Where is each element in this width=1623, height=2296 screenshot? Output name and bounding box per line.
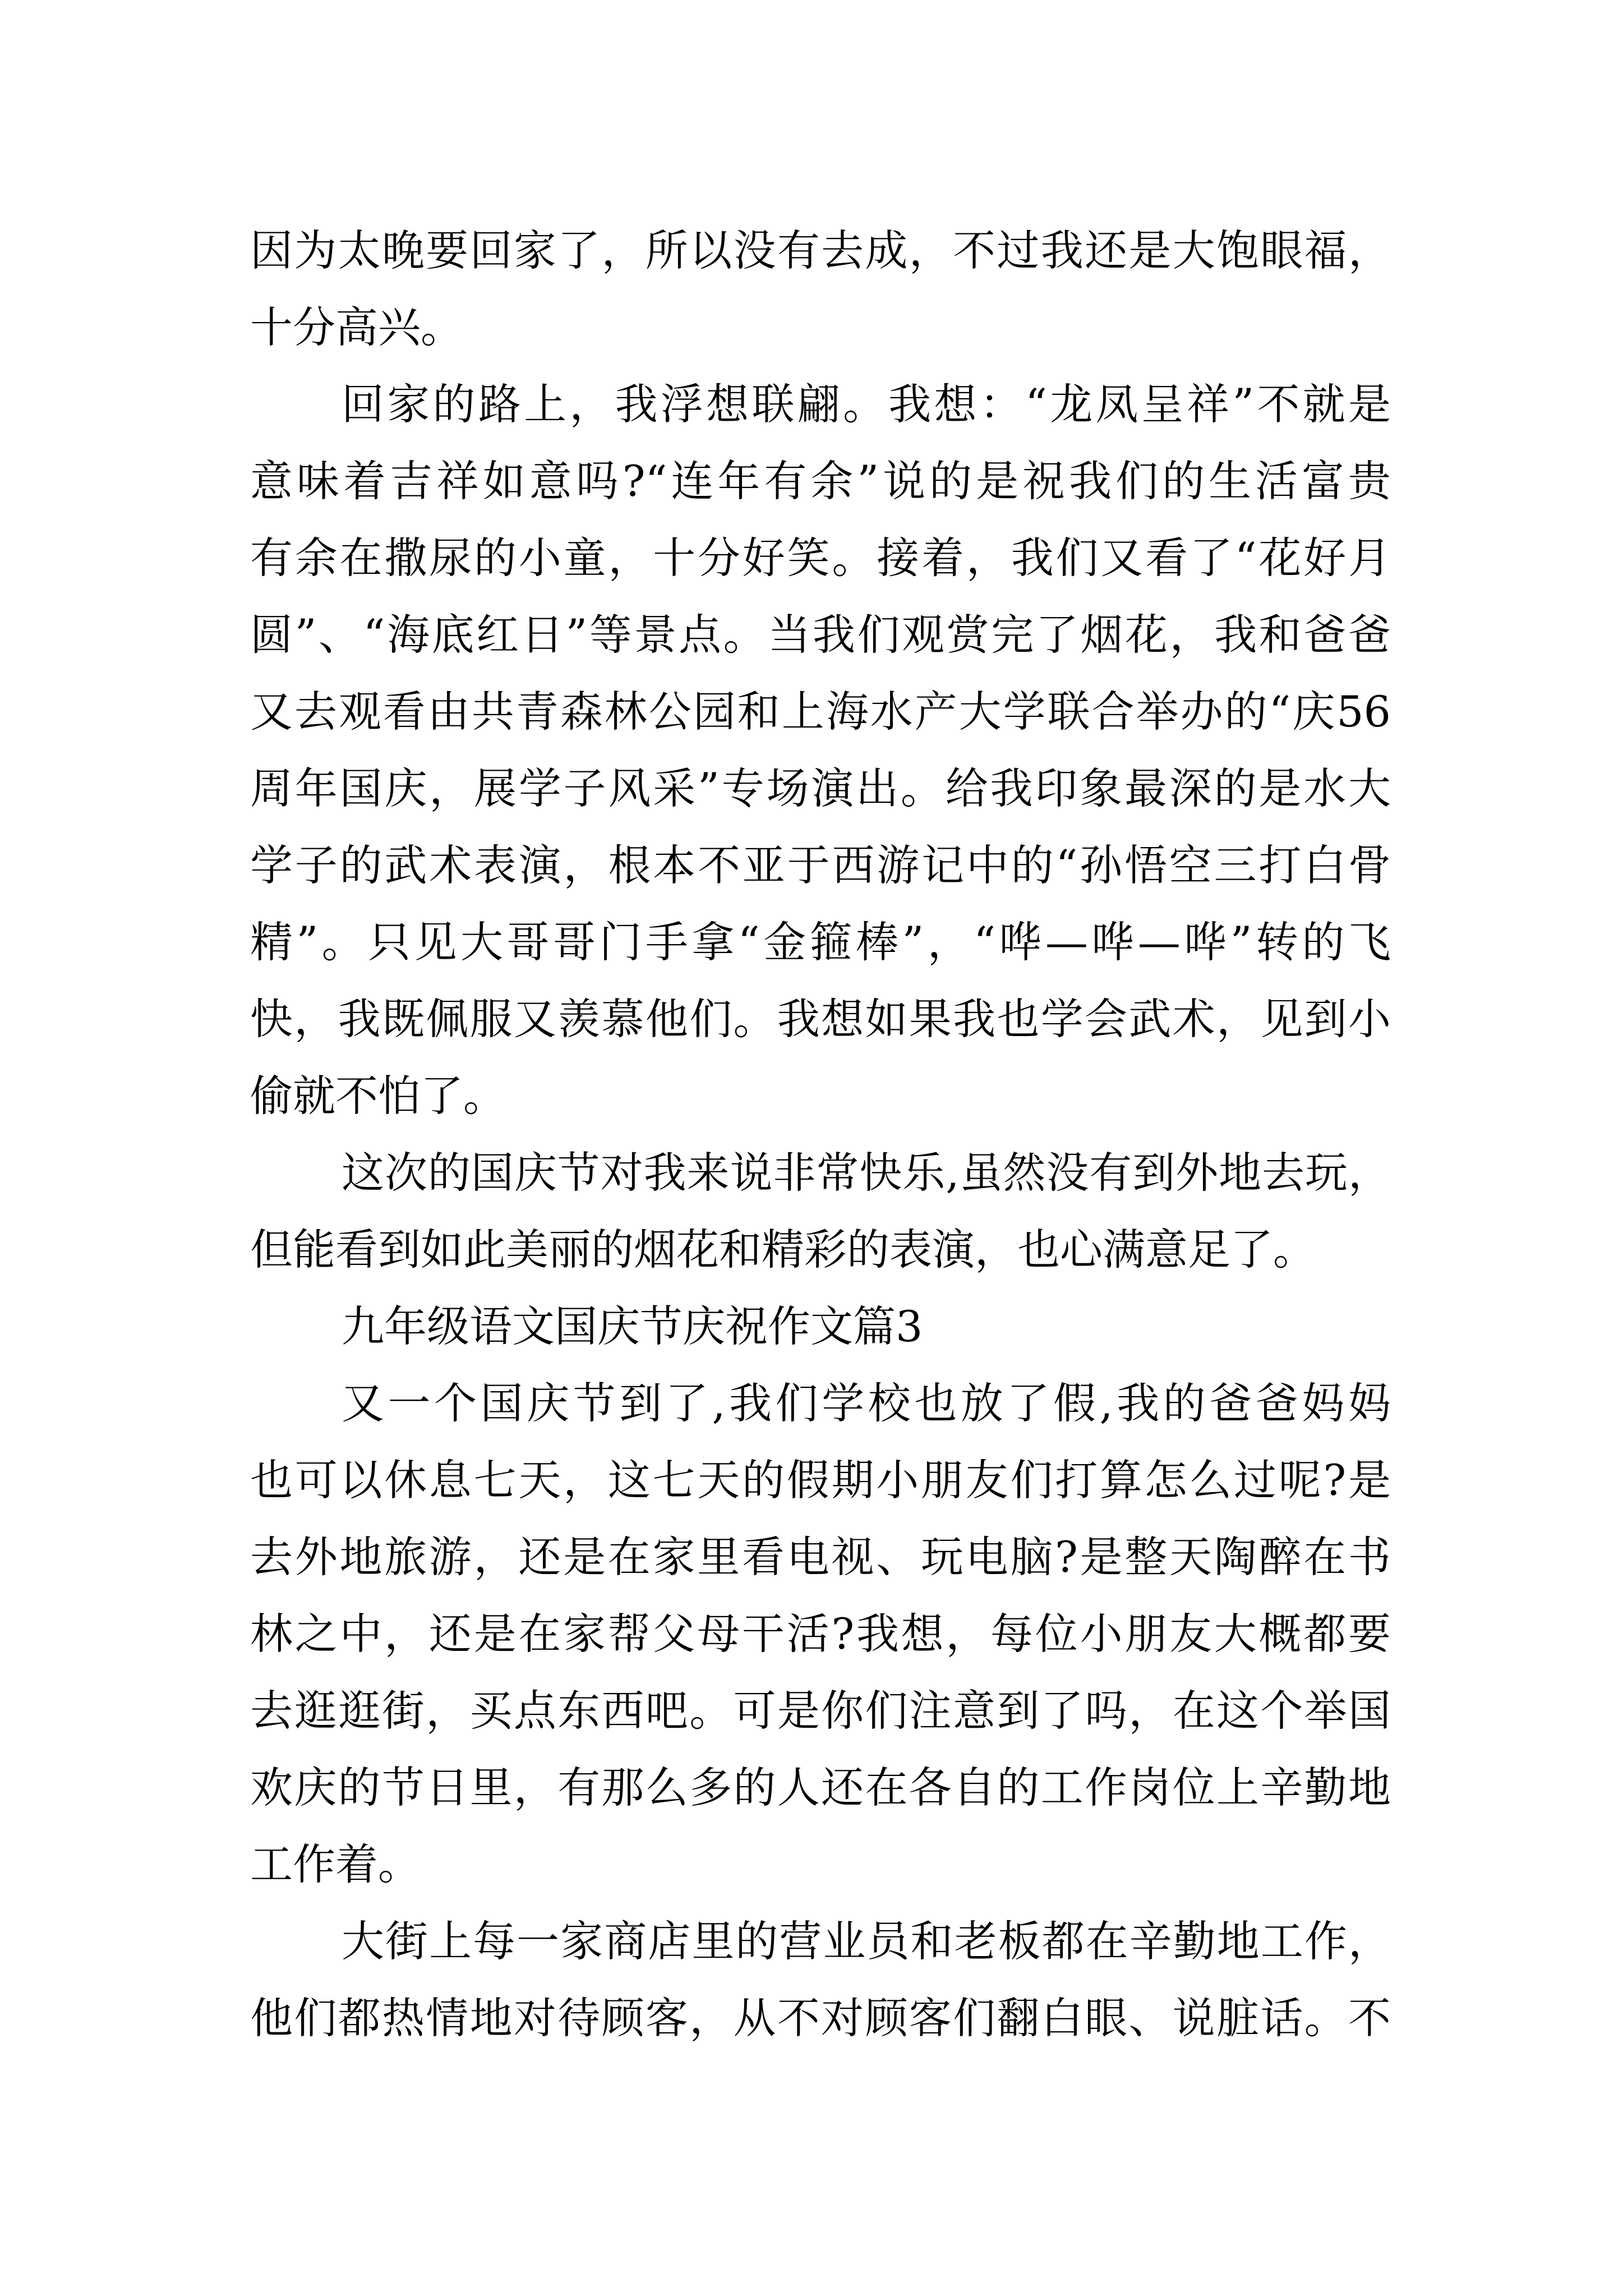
text-line: 工作着。 [250,1839,421,1889]
text-line: 这次的国庆节对我来说非常快乐,虽然没有到外地去玩， [342,1148,1391,1198]
text-line: 精”。只见大哥哥门手拿“金箍棒”，“哗—哗—哗”转的飞 [250,917,1391,967]
paragraph [250,1134,1391,1288]
text-line: 回家的路上，我浮想联翩。我想：“龙凤呈祥”不就是 [342,379,1391,429]
text-line: 大街上每一家商店里的营业员和老板都在辛勤地工作， [342,1916,1391,1966]
paragraph [250,212,1391,366]
text-line: 但能看到如此美丽的烟花和精彩的表演，也心满意足了。 [250,1225,1316,1274]
text-line: 去逛逛街，买点东西吧。可是你们注意到了吗，在这个举国 [250,1686,1391,1736]
paragraph [250,1365,1391,1903]
text-line: 林之中，还是在家帮父母干活?我想，每位小朋友大概都要 [250,1609,1391,1659]
text-line: 圆”、“海底红日”等景点。当我们观赏完了烟花，我和爸爸 [250,610,1391,660]
text-line: 快，我既佩服又羡慕他们。我想如果我也学会武术，见到小 [250,994,1391,1044]
text-line: 因为太晚要回家了，所以没有去成，不过我还是大饱眼福， [250,226,1391,275]
text-line: 又一个国庆节到了,我们学校也放了假,我的爸爸妈妈 [342,1378,1391,1428]
text-line: 学子的武术表演，根本不亚于西游记中的“孙悟空三打白骨 [250,840,1391,890]
text-line: 偷就不怕了。 [250,1071,506,1121]
section-title [250,1288,1391,1365]
text-line: 欢庆的节日里，有那么多的人还在各自的工作岗位上辛勤地 [250,1763,1391,1812]
text-line: 意味着吉祥如意吗?“连年有余”说的是祝我们的生活富贵 [250,456,1391,506]
text-line: 也可以休息七天，这七天的假期小朋友们打算怎么过呢?是 [250,1455,1391,1505]
text-line: 去外地旅游，还是在家里看电视、玩电脑?是整天陶醉在书 [250,1532,1391,1582]
paragraph [250,1903,1391,2056]
text-line: 十分高兴。 [250,302,463,352]
paragraph [250,366,1391,1134]
text-line: 他们都热情地对待顾客，从不对顾客们翻白眼、说脏话。不 [250,1993,1391,2043]
text-line: 有余在撒尿的小童，十分好笑。接着，我们又看了“花好月 [250,533,1391,583]
body-text [250,212,1391,2056]
text-line: 又去观看由共青森林公园和上海水产大学联合举办的“庆56 [250,687,1391,737]
text-line: 周年国庆，展学子风采”专场演出。给我印象最深的是水大 [250,763,1391,813]
section-title-text: 九年级语文国庆节庆祝作文篇3 [342,1301,923,1351]
